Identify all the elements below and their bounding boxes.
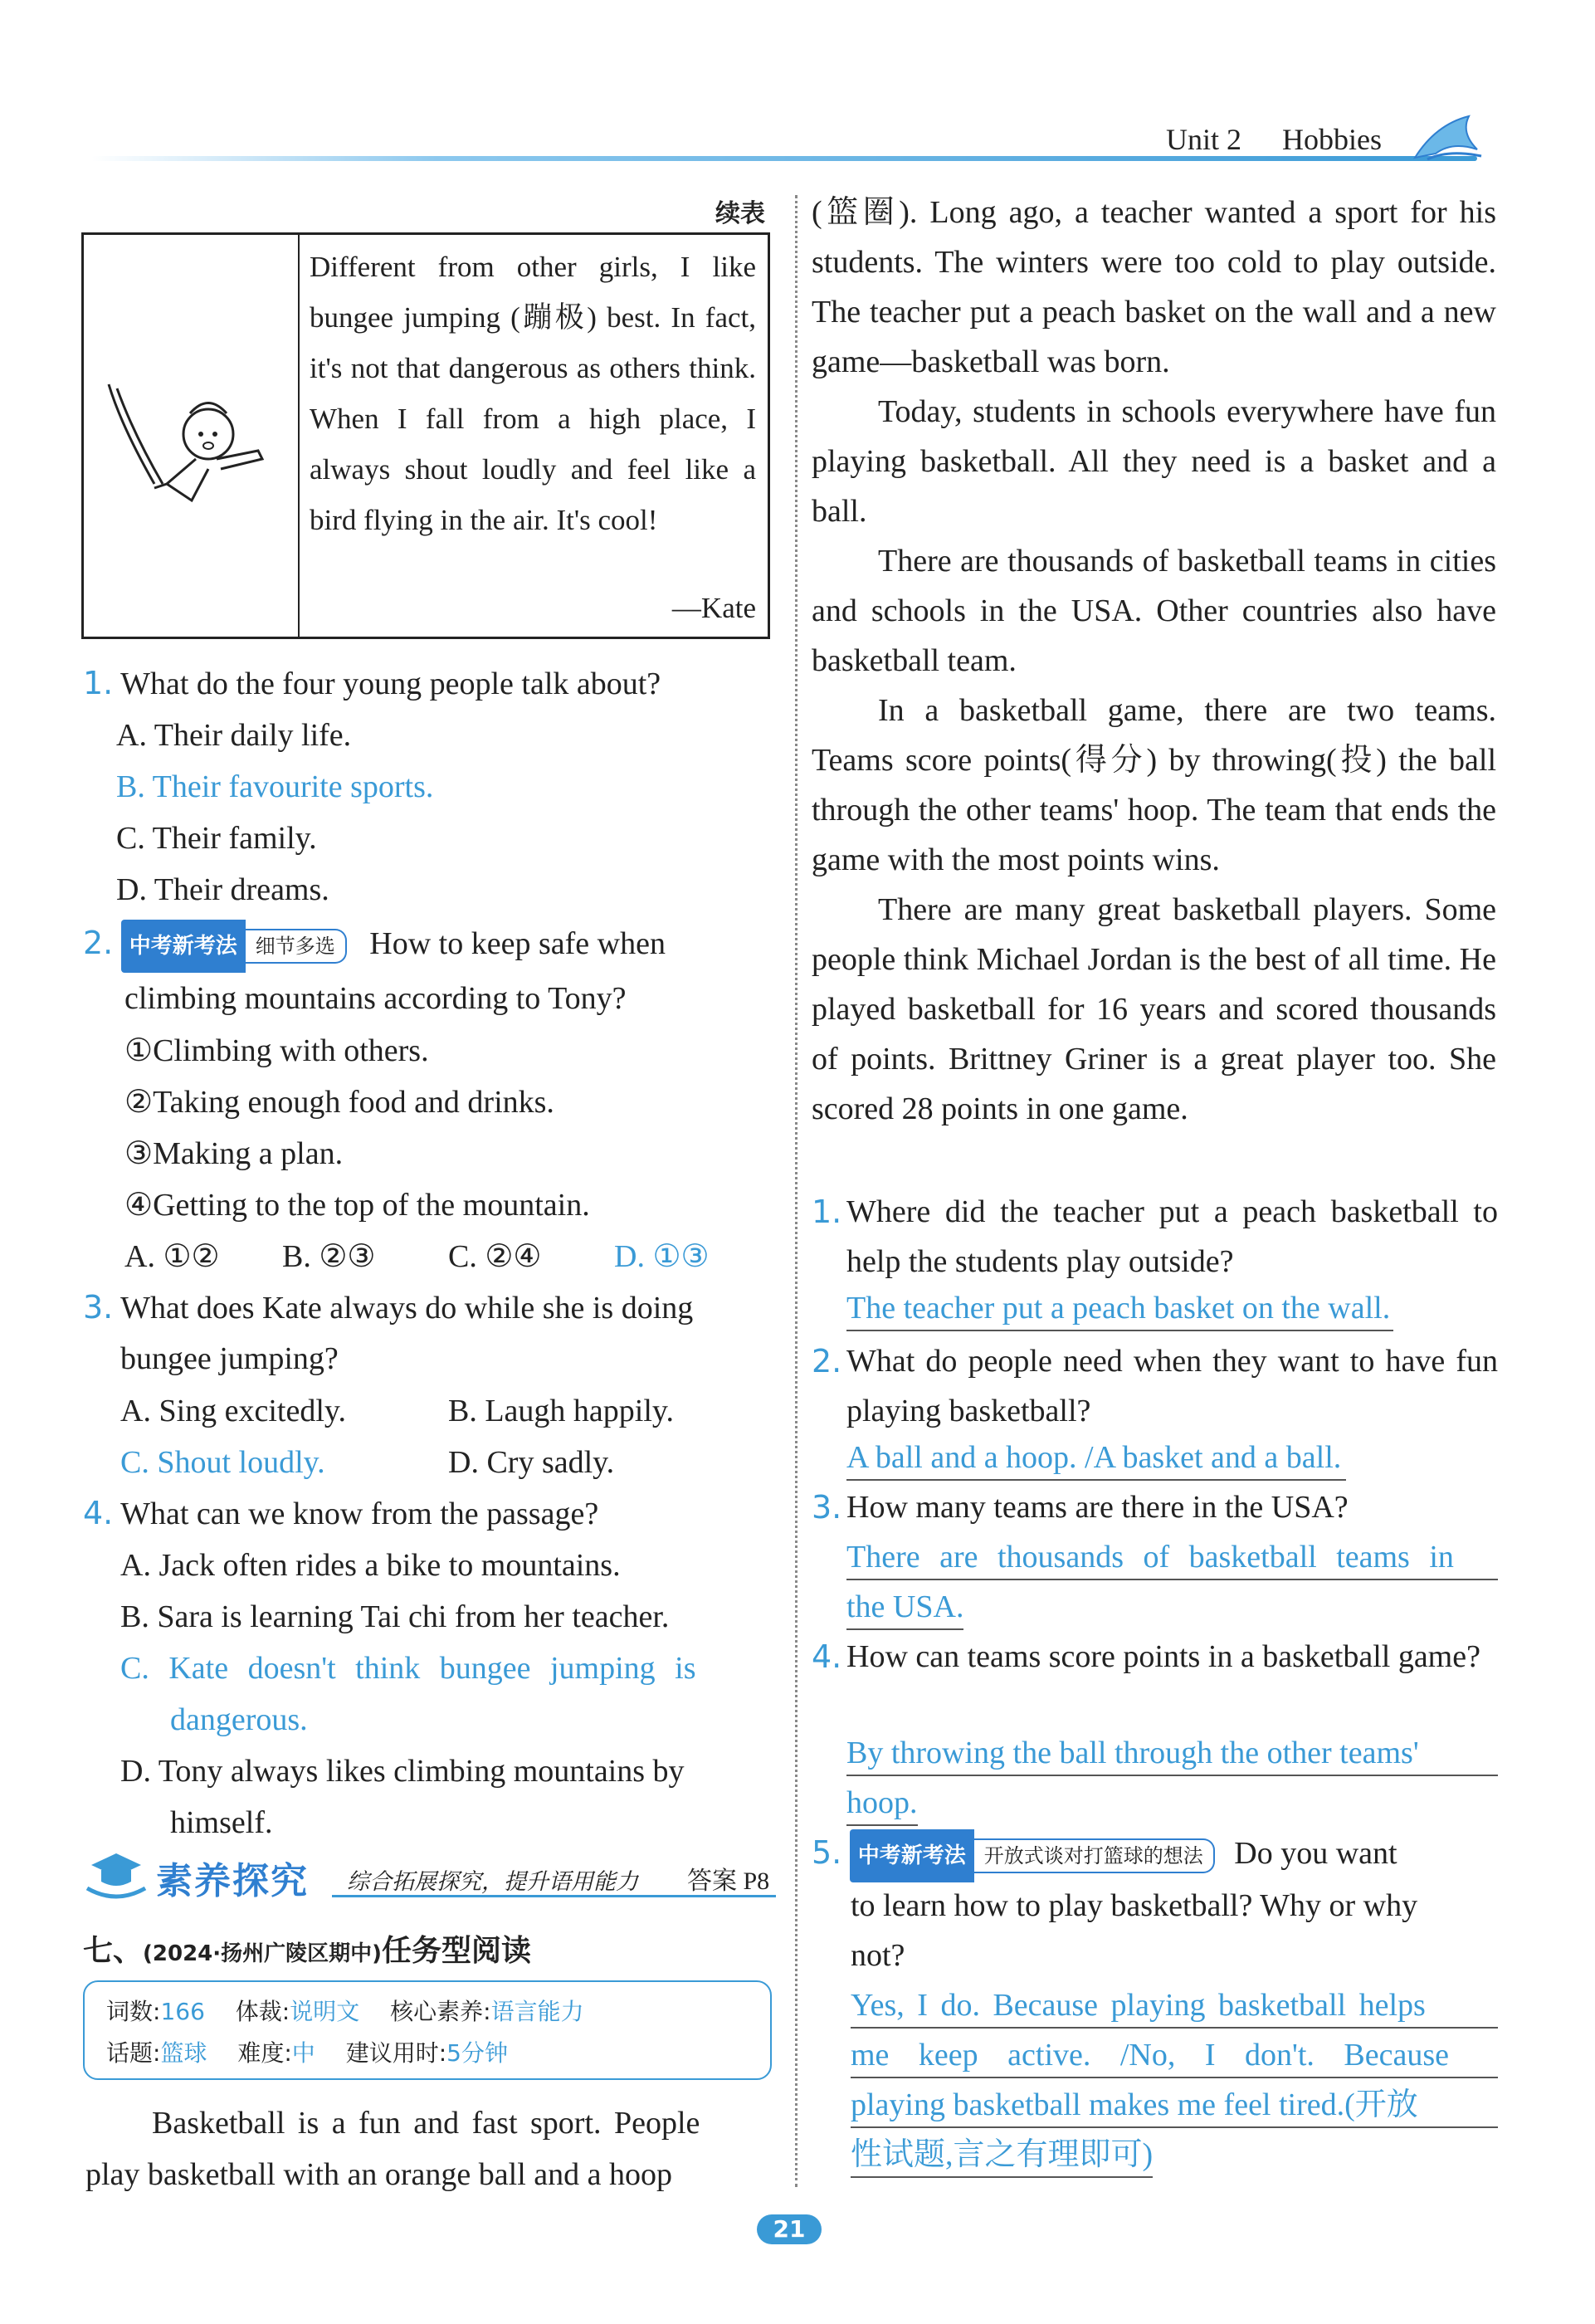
passage-line-1: Basketball is a fun and fast sport. People — [152, 2106, 700, 2141]
task-number: 七、 — [83, 1934, 144, 1968]
section-title: 素养探究 — [156, 1860, 309, 1902]
q4-option-d: D. Tony always likes climbing mountains by — [120, 1754, 685, 1789]
q4-option-d-line2: himself. — [170, 1805, 273, 1840]
header-unit: Unit 2 — [1166, 123, 1242, 156]
rq5-answer-cont-2: playing basketball makes me feel tired.(开放 — [851, 2083, 1498, 2128]
q3-option-b: B. Laugh happily. — [448, 1394, 674, 1428]
question-number: 4. — [83, 1495, 114, 1531]
rq2-answer: A ball and a hoop. /A basket and a ball. — [846, 1436, 1346, 1481]
page-number: 21 — [757, 2214, 822, 2244]
rq5-answer-line-4 — [851, 2130, 1153, 2180]
dolphin-logo-icon — [1411, 108, 1485, 166]
passage-paragraph-4: In a basketball game, there are two teams. Teams score points(得分) by throwing(投) the ball through the other teams' hoop. The team that ends the game with the most points wins. — [812, 693, 1496, 877]
q2-item-3: ③Making a plan. — [124, 1136, 344, 1171]
q2-item-1: ①Climbing with others. — [124, 1033, 429, 1068]
info-row-1 — [106, 1994, 584, 2027]
task-name: 任务型阅读 — [382, 1934, 532, 1968]
q1-option-b-answer: B. Their favourite sports. — [116, 769, 434, 804]
question-number: 1. — [83, 665, 114, 701]
word-count-value: 166 — [160, 1998, 205, 2025]
open-ended-tag: 开放式谈对打篮球的想法 — [974, 1838, 1215, 1873]
task-title — [83, 1927, 531, 1970]
difficulty-value: 中 — [291, 2039, 315, 2067]
literacy-value: 语言能力 — [490, 1998, 584, 2025]
rq5-answer-line-1 — [851, 1980, 1498, 2030]
question-text: What can we know from the passage? — [120, 1496, 599, 1531]
q2-option-b: B. ②③ — [282, 1239, 376, 1274]
rq5-answer-cont-3: 性试题,言之有理即可) — [851, 2133, 1153, 2178]
rq3-number: 3. — [812, 1489, 842, 1526]
rq3-question: How many teams are there in the USA? — [846, 1490, 1349, 1525]
question-text: How to keep safe when — [369, 926, 666, 961]
question-text: What do the four young people talk about? — [120, 666, 661, 701]
q4-option-c-answer: C. Kate doesn't think bungee jumping is — [120, 1651, 696, 1686]
multi-detail-tag: 细节多选 — [246, 929, 347, 964]
q2-item-4: ④Getting to the top of the mountain. — [124, 1188, 590, 1223]
topic-label: 话题: — [106, 2039, 161, 2067]
q3-option-a: A. Sing excitedly. — [120, 1394, 346, 1428]
rq3-answer-line-1 — [846, 1532, 1498, 1582]
difficulty-label: 难度: — [237, 2039, 292, 2067]
rq3-answer-cont: the USA. — [846, 1585, 963, 1630]
q4-option-c-line2: dangerous. — [170, 1702, 308, 1737]
passage-paragraph-3: There are thousands of basketball teams in cities and schools in the USA. Other countries also have basketball team. — [812, 544, 1496, 678]
passage-paragraph-2: Today, students in schools everywhere have fun playing basketball. All they need is a basket and a ball. — [812, 394, 1496, 529]
kate-text: Different from other girls, I like bungee jumping (蹦极) best. In fact, it's not that dangerous as others think. When I fall from a high place, I always shout loudly and feel like a bird flying in the air. It's cool! — [310, 251, 756, 536]
rq5-number: 5. — [812, 1834, 842, 1871]
rq1-answer-line — [846, 1283, 1393, 1333]
table-continued-label: 续表 — [715, 199, 765, 228]
rq3-answer-line-2 — [846, 1582, 963, 1632]
section-banner — [83, 1847, 776, 1905]
rq5-answer-line-3 — [851, 2080, 1498, 2130]
q4-option-a: A. Jack often rides a bike to mountains. — [120, 1548, 621, 1583]
rq1-number: 1. — [812, 1194, 842, 1230]
new-exam-tag: 中考新考法 — [121, 920, 246, 973]
word-count-label: 词数: — [106, 1998, 161, 2025]
q2-option-c: C. ②④ — [448, 1239, 542, 1274]
question-1 — [83, 658, 780, 709]
question-4 — [83, 1488, 780, 1539]
info-row-2 — [106, 2035, 508, 2068]
q3-option-c-answer: C. Shout loudly. — [120, 1445, 325, 1480]
q2-option-a: A. ①② — [124, 1239, 220, 1274]
q2-option-d-answer: D. ①③ — [614, 1239, 710, 1274]
genre-value: 说明文 — [290, 1998, 360, 2025]
rq5-answer-line-2 — [851, 2030, 1498, 2080]
rq4-answer: By throwing the ball through the other teams' — [846, 1731, 1498, 1776]
rq2-number: 2. — [812, 1343, 842, 1379]
rq4-answer-line-2 — [846, 1778, 918, 1828]
time-label: 建议用时: — [345, 2039, 447, 2067]
rq2-answer-line — [846, 1433, 1346, 1482]
q2-text-line2: climbing mountains according to Tony? — [124, 981, 627, 1016]
q3-text-line2: bungee jumping? — [120, 1341, 339, 1376]
q1-option-d: D. Their dreams. — [116, 872, 329, 907]
kate-signature: —Kate — [671, 592, 756, 624]
question-2 — [83, 918, 780, 973]
reading-info-box — [83, 1980, 772, 2080]
rq5-header — [812, 1828, 1500, 1882]
section-subtitle: 综合拓展探究，提升语用能力 — [347, 1869, 638, 1895]
section-answer-ref: 答案 P8 — [687, 1868, 770, 1895]
rq1-answer: The teacher put a peach basket on the wall. — [846, 1286, 1393, 1331]
passage-line-2: play basketball with an orange ball and a hoop — [85, 2157, 673, 2192]
question-number: 2. — [83, 925, 114, 961]
rq4-answer-cont: hoop. — [846, 1781, 918, 1826]
rq1-question: Where did the teacher put a peach basketball to help the students play outside? — [846, 1194, 1498, 1279]
column-divider — [795, 195, 798, 2187]
kate-table — [81, 232, 770, 639]
rq4-number: 4. — [812, 1638, 842, 1675]
rq5-question-line3: not? — [851, 1938, 905, 1973]
genre-label: 体裁: — [235, 1998, 290, 2025]
rq4-answer-line-1 — [846, 1728, 1498, 1778]
question-text: What does Kate always do while she is doing — [120, 1291, 694, 1326]
q1-option-a: A. Their daily life. — [116, 718, 352, 753]
q3-option-d: D. Cry sadly. — [448, 1445, 615, 1480]
task-source: (2024·扬州广陵区期中) — [143, 1941, 383, 1966]
passage-paragraph-1: (篮圈). Long ago, a teacher wanted a sport for his students. The winters were too cold to play outside. The teacher put a peach basket on the wall and a new game—basketball was born. — [812, 195, 1496, 379]
passage-paragraph-5: There are many great basketball players. Some people think Michael Jordan is the best of all time. He played basketball for 16 years and scored thousands of points. Brittney Griner is a great player too. She scored 28 points in one game. — [812, 892, 1496, 1126]
rq5-question-start: Do you want — [1234, 1836, 1397, 1871]
new-exam-tag: 中考新考法 — [850, 1829, 974, 1882]
kate-image-cell — [84, 235, 300, 637]
rq2-question: What do people need when they want to have fun playing basketball? — [846, 1344, 1498, 1428]
literacy-label: 核心素养: — [390, 1998, 491, 2025]
rq4-question: How can teams score points in a basketball game? — [846, 1639, 1480, 1674]
header-title: Hobbies — [1282, 123, 1382, 156]
section-underline — [332, 1895, 776, 1897]
graduation-hand-icon — [83, 1847, 149, 1905]
question-3 — [83, 1282, 780, 1333]
rq5-answer-cont-1: me keep active. /No, I don't. Because — [851, 2034, 1498, 2078]
topic-value: 篮球 — [160, 2039, 207, 2067]
rq5-question-line2: to learn how to play basketball? Why or why — [851, 1888, 1418, 1923]
rq3-answer: There are thousands of basketball teams in — [846, 1536, 1498, 1580]
q2-item-2: ②Taking enough food and drinks. — [124, 1085, 554, 1120]
bungee-girl-illustration — [84, 235, 298, 637]
header-rule — [91, 156, 1477, 161]
q4-option-b: B. Sara is learning Tai chi from her teacher. — [120, 1599, 670, 1634]
q1-option-c: C. Their family. — [116, 821, 317, 856]
question-number: 3. — [83, 1289, 114, 1326]
time-value: 5分钟 — [446, 2039, 508, 2067]
rq5-answer: Yes, I do. Because playing basketball helps — [851, 1984, 1498, 2029]
